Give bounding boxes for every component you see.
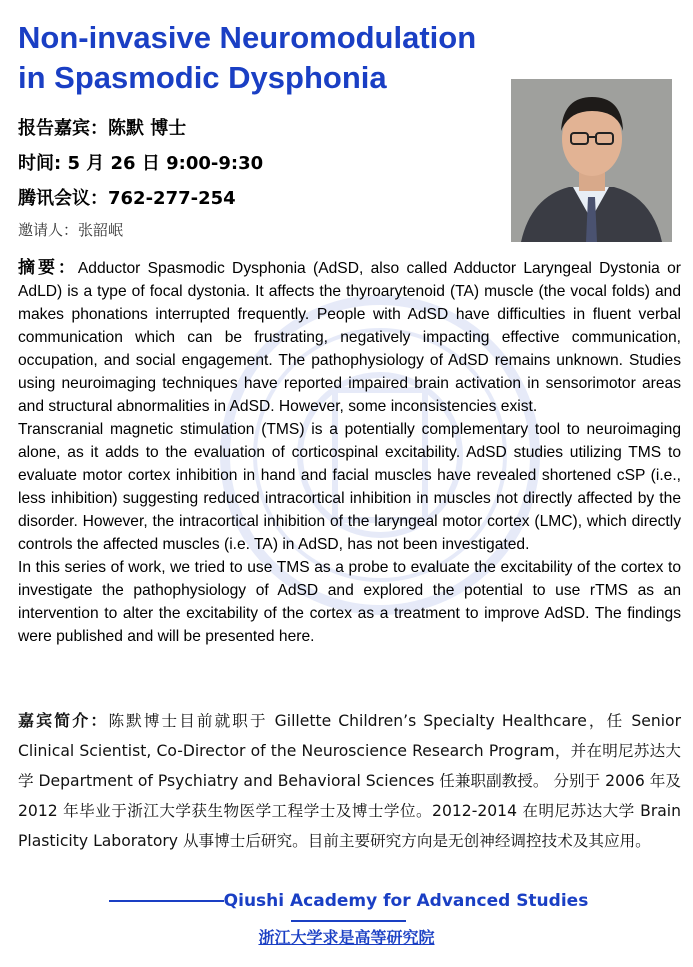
bio-text: 陈默博士目前就职于 Gillette Children’s Specialty Healthcare，任 Senior Clinical Scientist, Co-Director of the Neuroscience Research Program，并在明尼苏达大学 Department of Psychiatry and Behavioral Sciences 任兼职副教授。 分别于 2006 年及 2012 年毕业于浙江大学获生物医学工程学士及博士学位。2012-2014 在明尼苏达大学 Brain Plasticity Laboratory 从事博士后研究。目前主要研究方向是无创神经调控技术及其应用。 (18, 712, 681, 850)
meeting-id-line: 腾讯会议：762-277-254 (18, 188, 236, 209)
abstract-paragraph (18, 257, 681, 418)
academy-name-en: Qiushi Academy for Advanced Studies (223, 891, 589, 911)
bio-label: 嘉宾简介： (18, 711, 109, 730)
speaker-photo (511, 79, 672, 242)
abstract-text: Adductor Spasmodic Dysphonia (AdSD, also called Adductor Laryngeal Dystonia or AdLD) is a type of focal dystonia. It affects the thyroarytenoid (TA) muscle (the vocal folds) and makes phonations interrupted frequently. People with AdSD have difficulties in fluent verbal communication which can be frustrating, negatively impacting effective communication, occupation, and social engagement. The pathophysiology of AdSD remains unknown. Studies using neuroimaging techniques have reported impaired brain activation in sensorimotor areas and structural abnormalities in AdSD. However, some inconsistencies exist. (18, 260, 682, 415)
academy-name-cn: 浙江大学求是高等研究院 (258, 928, 435, 947)
left-rule (109, 900, 224, 902)
inviter-line: 邀请人：张韶岷 (18, 221, 124, 239)
abstract-paragraph: Transcranial magnetic stimulation (TMS) is a potentially complementary tool to neuroimaging alone, as it adds to the evaluation of corticospinal excitability. AdSD studies utilizing TMS to evaluate motor cortex inhibition in hand and facial muscles have revealed shortened cSP (i.e., less inhibition) suggesting reduced intracortical inhibition in muscles not directly affected by the disorder. However, the intracortical inhibition of the laryngeal motor cortex (LMC), which directly controls the affected muscles (i.e. TA) in AdSD, has not been investigated. (18, 421, 681, 553)
talk-title: Non-invasive Neuromodulation in Spasmodic Dysphonia (18, 20, 477, 95)
right-rule (291, 920, 406, 922)
time-line: 时间: 5 月 26 日 9:00-9:30 (18, 153, 264, 174)
abstract-section (18, 257, 681, 648)
bio-section (18, 706, 681, 856)
abstract-label: 摘要： (18, 258, 78, 278)
speaker-portrait-image (511, 79, 672, 242)
abstract-paragraph: In this series of work, we tried to use TMS as a probe to evaluate the excitability of the cortex to investigate the pathophysiology of AdSD and explored the potential to use rTMS as an intervention to alter the excitability of the cortex as a treatment to improve AdSD. The findings were published and will be presented here. (18, 559, 681, 645)
speaker-line: 报告嘉宾：陈默 博士 (18, 118, 187, 139)
